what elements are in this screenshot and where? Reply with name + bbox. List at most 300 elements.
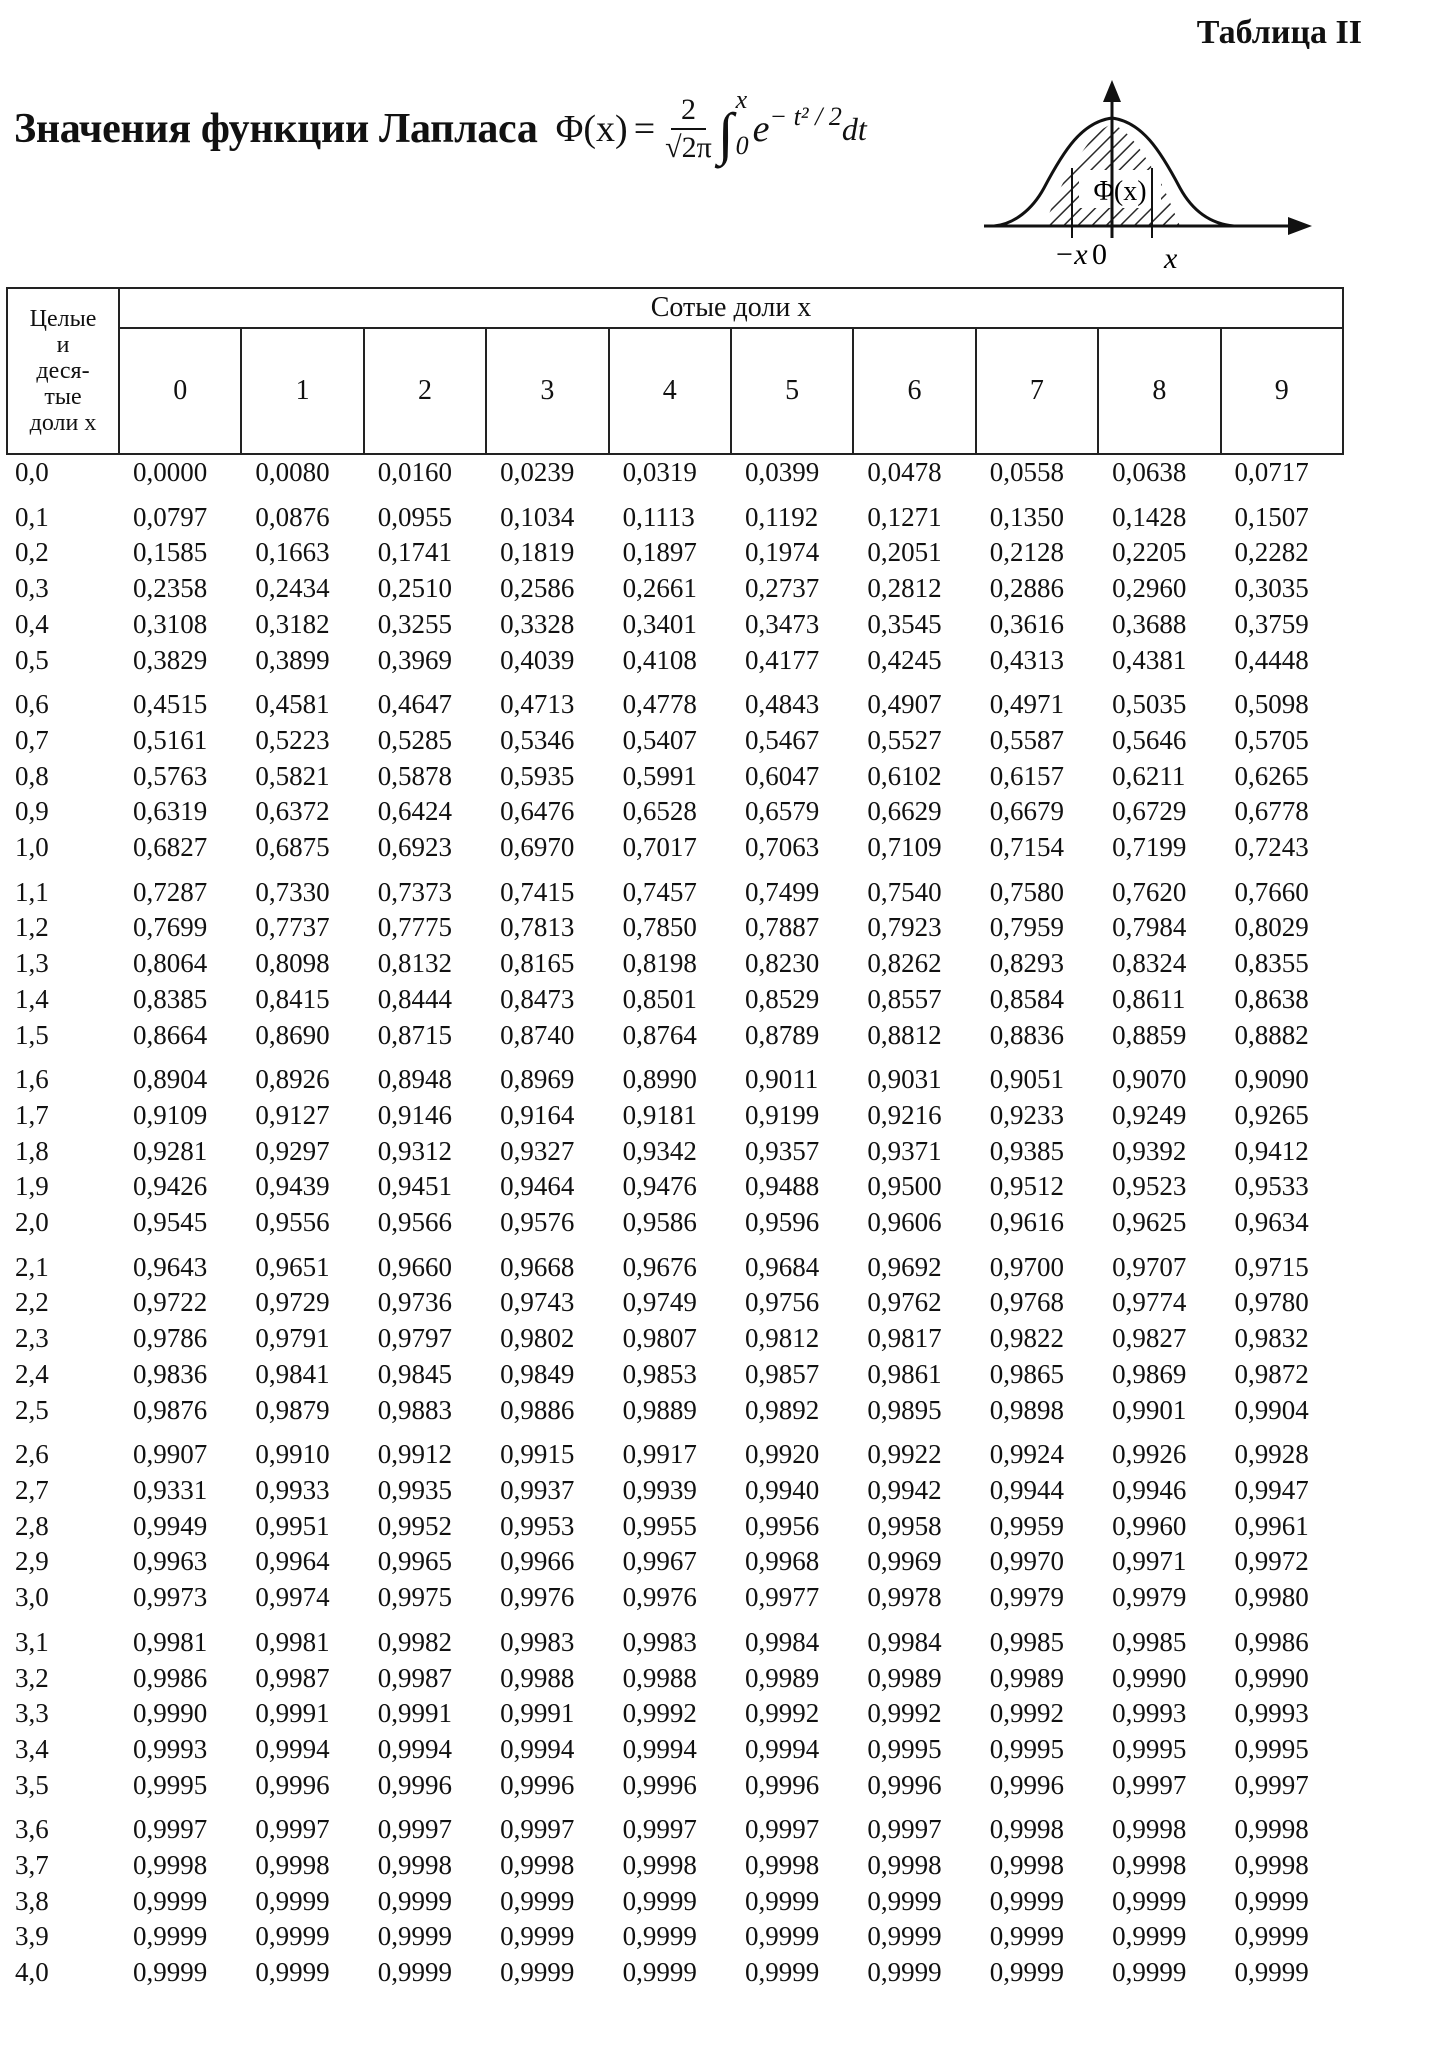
table-cell: 0,8293	[989, 948, 1064, 979]
table-cell: 0,8584	[989, 983, 1064, 1014]
table-cell: 0,8990	[622, 1064, 697, 1095]
table-cell: 0,6970	[500, 832, 575, 863]
table-row	[7, 1803, 1343, 1848]
table-cell: 0,8557	[867, 983, 942, 1014]
table-cell: 0,4515	[133, 689, 208, 720]
table-row	[7, 946, 1343, 982]
table-cell: 0,9439	[255, 1171, 330, 1202]
table-cell: 0,3401	[622, 608, 697, 639]
table-cell: 0,9768	[989, 1287, 1064, 1318]
row-x-value: 0,8	[15, 760, 49, 791]
table-cell: 0,6528	[622, 796, 697, 827]
table-row	[7, 1544, 1343, 1580]
table-cell: 0,1663	[255, 537, 330, 568]
table-cell: 0,9331	[133, 1474, 208, 1505]
table-cell: 0,9997	[1112, 1769, 1187, 1800]
integrand-exponent: − t² / 2	[769, 102, 842, 131]
table-cell: 0,9937	[500, 1474, 575, 1505]
table-cell: 0,9853	[622, 1358, 697, 1389]
table-cell: 0,9707	[1112, 1251, 1187, 1282]
table-cell: 0,6047	[744, 760, 820, 791]
table-cell: 0,8859	[1112, 1019, 1187, 1050]
table-cell: 0,6424	[377, 796, 453, 827]
table-cell: 0,5098	[1234, 689, 1309, 720]
table-cell: 0,7813	[500, 912, 575, 943]
table-cell: 0,9992	[989, 1698, 1064, 1729]
table-cell: 0,9997	[1234, 1769, 1309, 1800]
table-cell: 0,8529	[744, 983, 820, 1014]
table-cell: 0,9715	[1234, 1251, 1309, 1282]
table-cell: 0,8064	[133, 948, 208, 979]
table-cell: 0,9883	[377, 1394, 453, 1425]
table-cell: 0,3182	[255, 608, 330, 639]
table-cell: 0,9991	[500, 1698, 575, 1729]
table-cell: 0,9992	[744, 1698, 820, 1729]
table-cell: 0,9989	[989, 1662, 1064, 1693]
table-cell: 0,5705	[1234, 724, 1309, 755]
table-cell: 0,4843	[744, 689, 820, 720]
table-cell: 0,9643	[133, 1251, 208, 1282]
table-cell: 0,1271	[867, 501, 942, 532]
table-cell: 0,9857	[744, 1358, 820, 1389]
table-cell: 0,9861	[867, 1358, 942, 1389]
table-cell: 0,9488	[744, 1171, 820, 1202]
table-cell: 0,9596	[744, 1207, 820, 1238]
table-cell: 0,5587	[989, 724, 1064, 755]
table-cell: 0,8355	[1234, 948, 1309, 979]
table-cell: 0,7415	[500, 876, 575, 907]
table-cell: 0,9999	[500, 1885, 575, 1916]
table-cell: 0,8230	[744, 948, 820, 979]
table-cell: 0,9743	[500, 1287, 575, 1318]
table-cell: 0,9786	[133, 1323, 208, 1354]
table-cell: 0,1428	[1112, 501, 1187, 532]
table-cell: 0,7109	[867, 832, 942, 863]
table-cell: 0,7540	[867, 876, 942, 907]
table-cell: 0,9999	[622, 1885, 697, 1916]
table-cell: 0,8029	[1234, 912, 1309, 943]
table-cell: 0,9762	[867, 1287, 942, 1318]
y-axis-arrow-icon	[1103, 80, 1121, 102]
table-row	[7, 1321, 1343, 1357]
table-cell: 0,9987	[377, 1662, 453, 1693]
row-x-value: 0,2	[15, 537, 49, 568]
table-cell: 0,9999	[1112, 1885, 1187, 1916]
table-cell: 0,9995	[867, 1733, 942, 1764]
table-cell: 0,2282	[1234, 537, 1309, 568]
table-cell: 0,2051	[867, 537, 942, 568]
table-cell: 0,2128	[989, 537, 1064, 568]
table-cell: 0,9676	[622, 1251, 697, 1282]
table-row	[7, 1768, 1343, 1804]
table-cell: 0,9978	[867, 1582, 942, 1613]
integral-upper-limit: x	[735, 85, 748, 114]
table-cell: 0,5285	[377, 724, 453, 755]
table-cell: 0,9981	[255, 1626, 330, 1657]
formula-fraction	[665, 92, 712, 166]
table-row	[7, 1053, 1343, 1098]
table-cell: 0,9928	[1234, 1439, 1309, 1470]
table-cell: 0,7457	[622, 876, 697, 907]
table-cell: 0,1741	[377, 537, 453, 568]
table-cell: 0,8948	[377, 1064, 453, 1095]
table-cell: 0,9992	[867, 1698, 942, 1729]
table-cell: 0,9996	[744, 1769, 820, 1800]
table-cell: 0,4581	[255, 689, 330, 720]
table-cell: 0,9625	[1112, 1207, 1187, 1238]
table-cell: 0,6778	[1234, 796, 1309, 827]
table-cell: 0,9991	[255, 1698, 330, 1729]
table-row	[7, 491, 1343, 536]
table-cell: 0,9109	[133, 1099, 208, 1130]
table-cell: 0,7737	[255, 912, 330, 943]
table-cell: 0,0160	[377, 457, 453, 487]
table-cell: 0,9556	[255, 1207, 330, 1238]
table-row	[7, 1473, 1343, 1509]
table-cell: 0,4907	[867, 689, 942, 720]
formula-equals: =	[633, 108, 656, 150]
table-cell: 0,0876	[255, 501, 330, 532]
table-cell: 0,9977	[744, 1582, 820, 1613]
table-cell: 0,9994	[377, 1733, 453, 1764]
table-cell: 0,9895	[867, 1394, 942, 1425]
table-cell: 0,9999	[255, 1885, 330, 1916]
table-cell: 0,8690	[255, 1019, 330, 1050]
table-cell: 0,9981	[133, 1626, 208, 1657]
table-cell: 0,3899	[255, 644, 330, 675]
table-cell: 0,1897	[622, 537, 697, 568]
table-cell: 0,9961	[1234, 1510, 1309, 1541]
table-cell: 0,9312	[377, 1135, 453, 1166]
table-cell: 0,9426	[133, 1171, 208, 1202]
table-cell: 0,0080	[255, 457, 330, 487]
table-cell: 0,9999	[1234, 1921, 1309, 1952]
table-cell: 0,9997	[255, 1814, 330, 1845]
table-body	[7, 454, 1343, 1991]
row-x-value: 3,7	[15, 1850, 49, 1881]
table-cell: 0,1974	[744, 537, 820, 568]
table-cell: 0,8444	[377, 983, 453, 1014]
table-cell: 0,9476	[622, 1171, 697, 1202]
table-cell: 0,9997	[867, 1814, 942, 1845]
table-cell: 0,9385	[989, 1135, 1064, 1166]
table-cell: 0,7287	[133, 876, 208, 907]
table-cell: 0,0478	[867, 457, 942, 487]
table-cell: 0,8198	[622, 948, 697, 979]
table-cell: 0,9797	[377, 1323, 453, 1354]
table-cell: 0,9979	[989, 1582, 1064, 1613]
table-row	[7, 571, 1343, 607]
table-cell: 0,9994	[500, 1733, 575, 1764]
table-cell: 0,9964	[255, 1546, 330, 1577]
table-cell: 0,9984	[744, 1626, 820, 1657]
table-cell: 0,9031	[867, 1064, 942, 1095]
row-x-value: 3,2	[15, 1662, 49, 1693]
column-header: 2	[364, 328, 486, 454]
table-cell: 0,9993	[133, 1733, 208, 1764]
table-cell: 0,9845	[377, 1358, 453, 1389]
table-cell: 0,8473	[500, 983, 575, 1014]
row-x-value: 1,4	[15, 983, 49, 1014]
table-cell: 0,9967	[622, 1546, 697, 1577]
table-cell: 0,9357	[744, 1135, 820, 1166]
column-header-row	[7, 328, 1343, 454]
table-row	[7, 830, 1343, 866]
laplace-table	[6, 287, 1344, 1991]
table-cell: 0,9904	[1234, 1394, 1309, 1425]
table-cell: 0,9989	[744, 1662, 820, 1693]
table-cell: 0,6265	[1234, 760, 1309, 791]
table-cell: 0,9668	[500, 1251, 575, 1282]
table-cell: 0,3969	[377, 644, 453, 675]
table-cell: 0,9997	[500, 1814, 575, 1845]
table-cell: 0,9998	[1112, 1814, 1187, 1845]
formula-denominator: √2π	[665, 131, 712, 164]
table-cell: 0,7499	[744, 876, 820, 907]
table-cell: 0,6579	[744, 796, 820, 827]
row-x-value: 2,9	[15, 1546, 49, 1577]
row-x-value: 0,1	[15, 501, 49, 532]
table-row	[7, 1616, 1343, 1661]
table-cell: 0,9999	[500, 1957, 575, 1988]
table-cell: 0,7959	[989, 912, 1064, 943]
table-cell: 0,7850	[622, 912, 697, 943]
column-header: 5	[731, 328, 853, 454]
table-row	[7, 1919, 1343, 1955]
table-row	[7, 1696, 1343, 1732]
column-header: 8	[1098, 328, 1220, 454]
table-cell: 0,9827	[1112, 1323, 1187, 1354]
table-cell: 0,9997	[622, 1814, 697, 1845]
table-cell: 0,9523	[1112, 1171, 1187, 1202]
table-cell: 0,5646	[1112, 724, 1187, 755]
table-row	[7, 1732, 1343, 1768]
table-cell: 0,3328	[500, 608, 575, 639]
table-cell: 0,8904	[133, 1064, 208, 1095]
table-cell: 0,9979	[1112, 1582, 1187, 1613]
table-cell: 0,9898	[989, 1394, 1064, 1425]
table-cell: 0,9051	[989, 1064, 1064, 1095]
column-header: 9	[1221, 328, 1343, 454]
table-cell: 0,9749	[622, 1287, 697, 1318]
table-cell: 0,9989	[867, 1662, 942, 1693]
table-cell: 0,9233	[989, 1099, 1064, 1130]
table-cell: 0,9660	[377, 1251, 453, 1282]
table-cell: 0,9342	[622, 1135, 697, 1166]
table-cell: 0,9969	[867, 1546, 942, 1577]
table-cell: 0,9500	[867, 1171, 942, 1202]
table-cell: 0,9545	[133, 1207, 208, 1238]
table-cell: 0,8098	[255, 948, 330, 979]
table-cell: 0,4971	[989, 689, 1064, 720]
table-row	[7, 1241, 1343, 1286]
table-cell: 0,7373	[377, 876, 453, 907]
table-cell: 0,6729	[1112, 796, 1187, 827]
table-cell: 0,9297	[255, 1135, 330, 1166]
table-row	[7, 1018, 1343, 1054]
table-cell: 0,4381	[1112, 644, 1187, 675]
column-header: 7	[976, 328, 1098, 454]
table-cell: 0,9922	[867, 1439, 942, 1470]
row-x-value: 1,1	[15, 876, 49, 907]
table-cell: 0,9976	[500, 1582, 575, 1613]
row-x-value: 3,1	[15, 1626, 49, 1657]
table-cell: 0,9997	[744, 1814, 820, 1845]
table-cell: 0,9807	[622, 1323, 697, 1354]
table-cell: 0,7199	[1112, 832, 1187, 863]
table-cell: 0,3616	[989, 608, 1064, 639]
table-cell: 0,5407	[622, 724, 697, 755]
table-cell: 0,9999	[377, 1885, 453, 1916]
table-cell: 0,4647	[377, 689, 453, 720]
table-cell: 0,9832	[1234, 1323, 1309, 1354]
table-cell: 0,9958	[867, 1510, 942, 1541]
table-cell: 0,2205	[1112, 537, 1187, 568]
integrand-base: e	[752, 108, 770, 150]
table-cell: 0,2434	[255, 573, 330, 604]
table-cell: 0,9265	[1234, 1099, 1309, 1130]
table-cell: 0,7243	[1234, 832, 1309, 863]
table-cell: 0,9999	[1112, 1957, 1187, 1988]
table-cell: 0,9996	[377, 1769, 453, 1800]
table-cell: 0,6157	[989, 760, 1064, 791]
table-cell: 0,9999	[255, 1957, 330, 1988]
table-cell: 0,0399	[744, 457, 820, 487]
table-row	[7, 535, 1343, 571]
table-cell: 0,7699	[133, 912, 208, 943]
table-cell: 0,6211	[1112, 760, 1186, 791]
table-cell: 0,1585	[133, 537, 208, 568]
table-cell: 0,8664	[133, 1019, 208, 1050]
table-cell: 0,1113	[622, 501, 695, 532]
table-cell: 0,9090	[1234, 1064, 1309, 1095]
formula-numerator: 2	[671, 92, 706, 130]
table-row	[7, 1955, 1343, 1991]
table-cell: 0,9994	[255, 1733, 330, 1764]
row-x-value: 2,1	[15, 1251, 49, 1282]
table-cell: 0,3473	[744, 608, 820, 639]
table-cell: 0,9999	[255, 1921, 330, 1952]
table-row	[7, 1580, 1343, 1616]
table-cell: 0,9999	[133, 1921, 208, 1952]
table-cell: 0,8324	[1112, 948, 1187, 979]
table-cell: 0,4778	[622, 689, 697, 720]
row-x-value: 1,2	[15, 912, 49, 943]
table-cell: 0,9371	[867, 1135, 942, 1166]
table-cell: 0,1192	[744, 501, 819, 532]
table-cell: 0,9841	[255, 1358, 330, 1389]
table-cell: 0,9999	[1234, 1885, 1309, 1916]
table-cell: 0,9999	[744, 1957, 820, 1988]
page-title: Значения функции Лапласа	[14, 106, 538, 152]
integral-lower-limit: 0	[735, 131, 749, 160]
row-x-value: 2,0	[15, 1207, 49, 1238]
hundredths-header: Сотые доли x	[119, 288, 1343, 328]
table-cell: 0,9955	[622, 1510, 697, 1541]
table-cell: 0,7620	[1112, 876, 1187, 907]
table-cell: 0,2886	[989, 573, 1064, 604]
table-cell: 0,9872	[1234, 1358, 1309, 1389]
table-cell: 0,8611	[1112, 983, 1186, 1014]
table-cell: 0,5878	[377, 760, 453, 791]
table-row	[7, 794, 1343, 830]
table-cell: 0,9960	[1112, 1510, 1187, 1541]
table-cell: 0,4108	[622, 644, 697, 675]
table-cell: 0,9164	[500, 1099, 575, 1130]
table-cell: 0,9933	[255, 1474, 330, 1505]
table-row	[7, 1661, 1343, 1697]
normal-curve-diagram	[984, 78, 1314, 278]
table-cell: 0,9889	[622, 1394, 697, 1425]
table-cell: 0,9999	[1112, 1921, 1187, 1952]
table-row	[7, 1205, 1343, 1241]
column-header: 3	[486, 328, 608, 454]
table-row	[7, 607, 1343, 643]
zero-label: 0	[1092, 238, 1107, 271]
table-cell: 0,9849	[500, 1358, 575, 1389]
row-x-value: 3,3	[15, 1698, 49, 1729]
table-cell: 0,8262	[867, 948, 942, 979]
table-row	[7, 1098, 1343, 1134]
table-cell: 0,9935	[377, 1474, 453, 1505]
table-cell: 0,9990	[1234, 1662, 1309, 1693]
row-x-value: 4,0	[15, 1957, 49, 1988]
table-cell: 0,9915	[500, 1439, 575, 1470]
table-cell: 0,2586	[500, 573, 575, 604]
table-cell: 0,9965	[377, 1546, 453, 1577]
table-cell: 0,9996	[255, 1769, 330, 1800]
row-x-value: 2,3	[15, 1323, 49, 1354]
table-cell: 0,9939	[622, 1474, 697, 1505]
table-cell: 0,8415	[255, 983, 330, 1014]
laplace-formula	[555, 85, 867, 166]
table-cell: 0,4313	[989, 644, 1064, 675]
table-cell: 0,8740	[500, 1019, 575, 1050]
table-row	[7, 910, 1343, 946]
table-cell: 0,9910	[255, 1439, 330, 1470]
table-cell: 0,9181	[622, 1099, 697, 1130]
table-cell: 0,7063	[744, 832, 820, 863]
table-row	[7, 1134, 1343, 1170]
row-header-cell	[7, 288, 119, 454]
table-cell: 0,6102	[867, 760, 942, 791]
row-x-value: 2,8	[15, 1510, 49, 1541]
table-cell: 0,9988	[500, 1662, 575, 1693]
table-cell: 0,0319	[622, 457, 697, 487]
table-cell: 0,9952	[377, 1510, 453, 1541]
table-cell: 0,4713	[500, 689, 575, 720]
row-x-value: 0,7	[15, 724, 49, 755]
table-cell: 0,9917	[622, 1439, 697, 1470]
table-cell: 0,9736	[377, 1287, 453, 1318]
table-cell: 0,9812	[744, 1323, 820, 1354]
table-cell: 0,9998	[989, 1850, 1064, 1881]
table-cell: 0,4177	[744, 644, 820, 675]
table-cell: 0,9973	[133, 1582, 208, 1613]
table-cell: 0,9949	[133, 1510, 208, 1541]
table-cell: 0,9940	[744, 1474, 820, 1505]
table-cell: 0,9988	[622, 1662, 697, 1693]
table-cell: 0,8132	[377, 948, 453, 979]
table-row	[7, 1884, 1343, 1920]
table-cell: 0,8812	[867, 1019, 942, 1050]
table-cell: 0,9822	[989, 1323, 1064, 1354]
table-cell: 0,9216	[867, 1099, 942, 1130]
table-cell: 0,5821	[255, 760, 330, 791]
table-cell: 0,9980	[1234, 1582, 1309, 1613]
table-cell: 0,8385	[133, 983, 208, 1014]
table-cell: 0,7775	[377, 912, 453, 943]
